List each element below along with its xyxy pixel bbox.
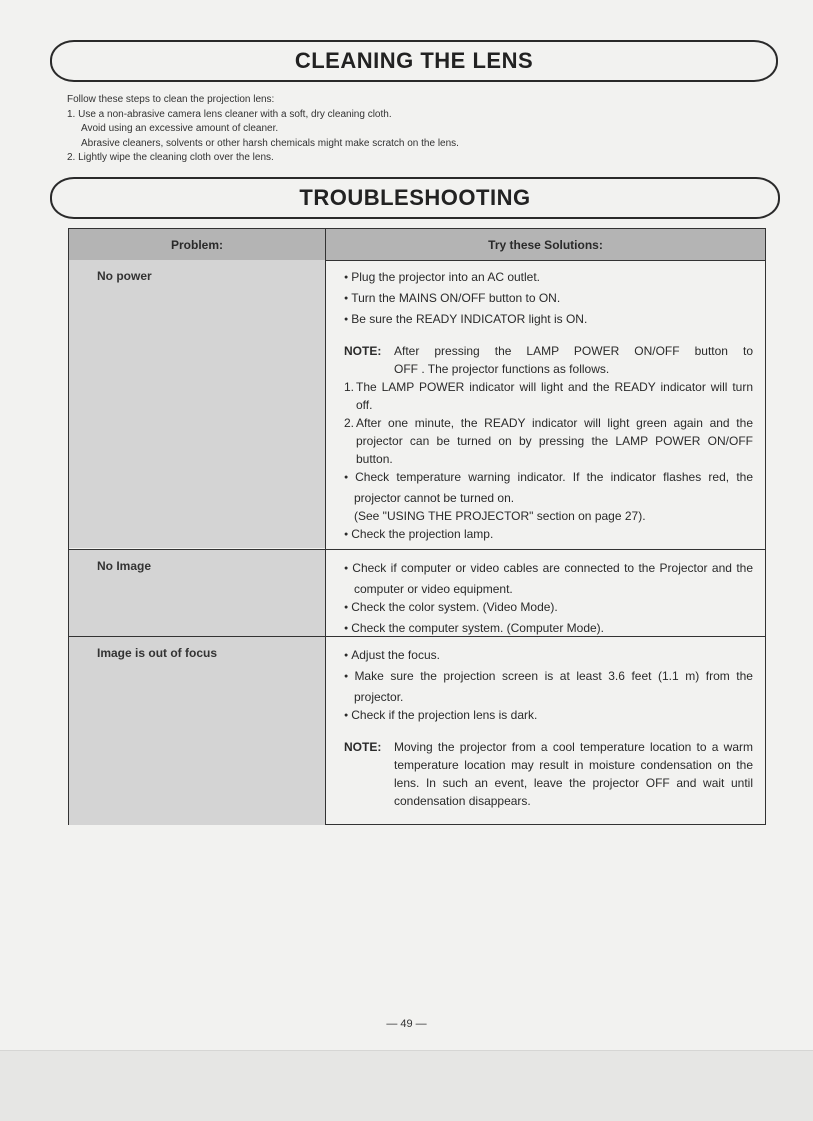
solution-list xyxy=(344,559,753,640)
solution-item: ● Make sure the projection screen is at least 3.6 feet (1.1 m) from the projector. xyxy=(344,667,753,706)
problem-label: No Image xyxy=(97,559,152,573)
note-step-number: 1. xyxy=(344,380,355,394)
note-text: Moving the projector from a cool temperature location to a warm temperature location may result in moisture condensation on the lens. In such an event, leave the projector OFF and wait until condensation disappears. xyxy=(394,740,753,808)
note-step-text: The LAMP POWER indicator will light and the READY indicator will turn off. xyxy=(356,380,753,412)
problem-label: Image is out of focus xyxy=(97,646,218,660)
problem-cell xyxy=(69,637,325,825)
solution-item: ● Turn the MAINS ON/OFF button to ON. xyxy=(344,289,753,310)
note-block xyxy=(344,342,753,546)
cleaning-instructions xyxy=(67,93,767,166)
table-row xyxy=(69,549,765,636)
note-label: NOTE: xyxy=(344,740,382,754)
solution-item: ● Adjust the focus. xyxy=(344,646,753,667)
cleaning-intro: Follow these steps to clean the projection lens: xyxy=(67,94,275,105)
solution-item: ● Check the color system. (Video Mode). xyxy=(344,598,753,619)
cleaning-section-title: CLEANING THE LENS xyxy=(294,48,534,73)
solution-item: ● Check if computer or video cables are connected to the Projector and the computer or video equipment. xyxy=(344,559,753,598)
cleaning-step-2: 2. Lightly wipe the cleaning cloth over the lens. xyxy=(67,152,274,163)
table-row xyxy=(69,260,765,548)
solution-list xyxy=(344,268,753,331)
solution-cell xyxy=(326,637,765,825)
note-block xyxy=(344,738,753,810)
troubleshooting-section-banner xyxy=(50,177,780,219)
troubleshooting-section-title: TROUBLESHOOTING xyxy=(299,185,531,210)
note-step xyxy=(344,414,753,468)
note-label: NOTE: xyxy=(344,344,382,358)
solution-item: ● Check the computer system. (Computer Mode). xyxy=(344,619,753,640)
solution-item: ● Be sure the READY INDICATOR light is ON. xyxy=(344,310,753,331)
note-text: After pressing the LAMP POWER ON/OFF button to xyxy=(394,344,753,358)
page-number: — 49 — xyxy=(386,1018,427,1030)
cleaning-step-1-note-a: Avoid using an excessive amount of cleaner. xyxy=(81,123,279,134)
cleaning-section-banner xyxy=(50,40,778,82)
table-row xyxy=(69,636,765,825)
solution-item: ● Check the projection lamp. xyxy=(344,525,753,546)
solution-list xyxy=(344,646,753,727)
note-step-number: 2. xyxy=(344,416,355,430)
troubleshooting-table xyxy=(68,228,766,825)
note-step-text: After one minute, the READY indicator will light green again and the projector can be turned on by pressing the LAMP POWER ON/OFF button. xyxy=(356,416,753,466)
note-text: OFF . The projector functions as follows. xyxy=(394,362,610,376)
cleaning-step-1-note-b: Abrasive cleaners, solvents or other harsh chemicals might make scratch on the lens. xyxy=(81,137,459,149)
note-step xyxy=(344,378,753,414)
solution-item: ● Check temperature warning indicator. If the indicator flashes red, the projector cannot be turned on. xyxy=(344,468,753,507)
problem-cell xyxy=(69,260,325,548)
solution-cell xyxy=(326,550,765,636)
solution-cell xyxy=(326,260,765,548)
solution-reference: (See "USING THE PROJECTOR" section on page 27). xyxy=(354,509,646,523)
column-divider xyxy=(325,229,326,824)
scan-edge xyxy=(0,1050,813,1121)
column-header-solutions: Try these Solutions: xyxy=(326,229,765,261)
solution-item: ● Check if the projection lens is dark. xyxy=(344,706,753,727)
cleaning-step-1: 1. Use a non-abrasive camera lens cleaner with a soft, dry cleaning cloth. xyxy=(67,108,392,120)
column-header-problem: Problem: xyxy=(69,229,325,261)
solution-item: ● Plug the projector into an AC outlet. xyxy=(344,268,753,289)
problem-label: No power xyxy=(97,269,152,283)
